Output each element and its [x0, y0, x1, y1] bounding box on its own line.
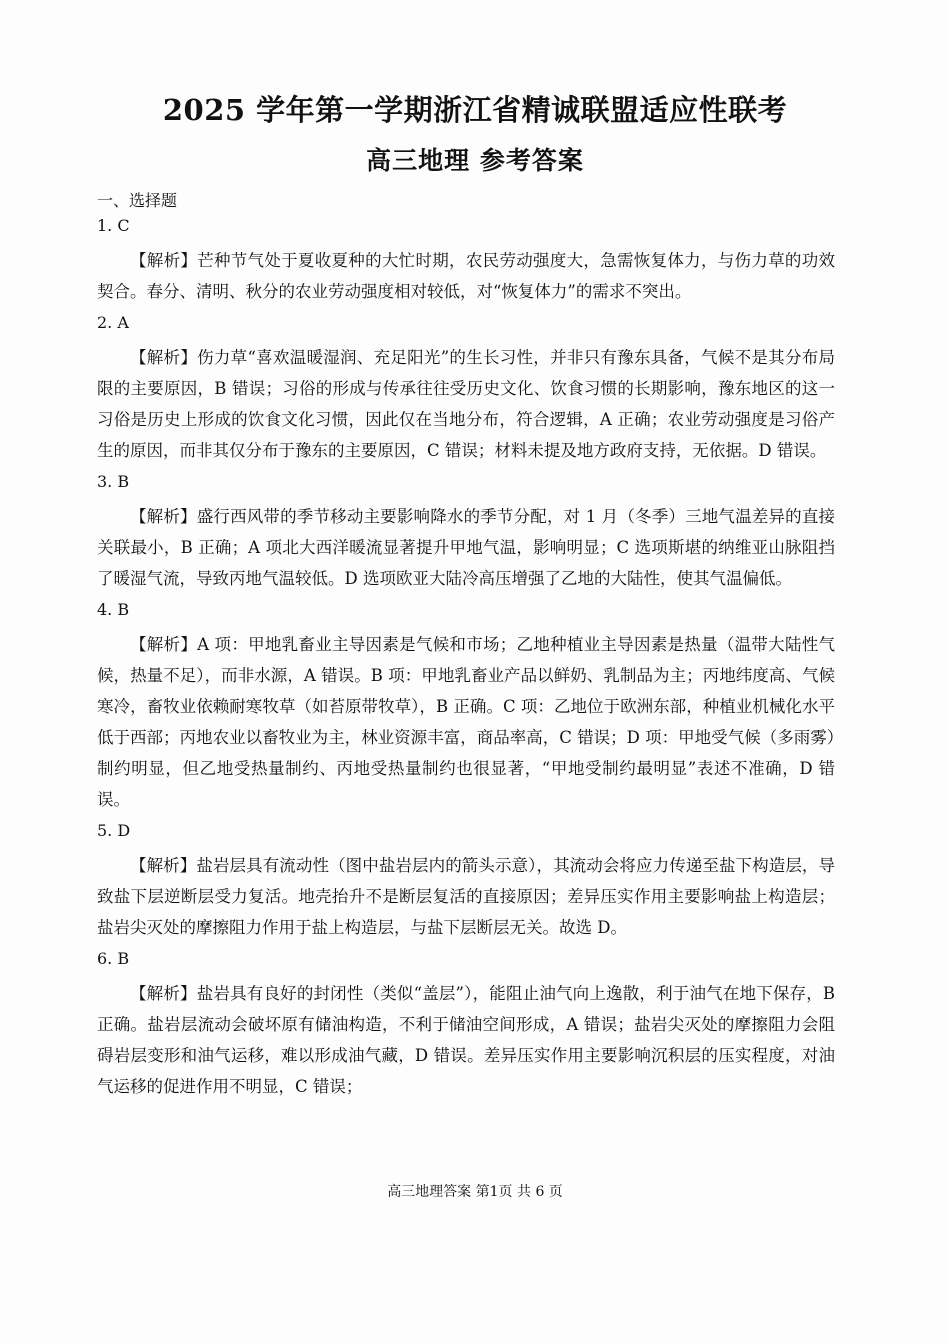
questions-list [97, 214, 835, 1106]
analysis-text: 盐岩层具有流动性（图中盐岩层内的箭头示意），其流动会将应力传递至盐下构造层，导致盐下层逆断层受力复活。地壳抬升不是断层复活的直接原因；差异压实作用主要影响盐上构造层；盐岩尖灭处的摩擦阻力作用于盐上构造层，与盐下层断层无关。故选 D。 [97, 856, 836, 937]
page-subtitle: 高三地理 参考答案 [366, 146, 584, 175]
question-analysis [97, 501, 835, 594]
question-answer: 4. B [97, 600, 130, 619]
question-answer: 6. B [97, 949, 130, 968]
question-analysis [97, 850, 835, 943]
question-item [97, 598, 835, 815]
analysis-tag: 【解析】 [130, 348, 198, 367]
analysis-text: A 项：甲地乳畜业主导因素是气候和市场；乙地种植业主导因素是热量（温带大陆性气候，热量不足），而非水源，A 错误。B 项：甲地乳畜业产品以鲜奶、乳制品为主；丙地纬度高、气候寒冷，畜牧业依赖耐寒牧草（如苔原带牧草），B 正确。C 项：乙地位于欧洲东部，种植业机械化水平低于西部；丙地农业以畜牧业为主，林业资源丰富，商品率高，C 错误；D 项：甲地受气候（多雨雾）制约明显，但乙地受热量制约、丙地受热量制约也很显著，“甲地受制约最明显”表述不准确，D 错误。 [97, 635, 835, 809]
question-answer: 3. B [97, 472, 130, 491]
page-title: 2025 学年第一学期浙江省精诚联盟适应性联考 [162, 93, 788, 127]
analysis-text: 芒种节气处于夏收夏种的大忙时期，农民劳动强度大，急需恢复体力，与伤力草的功效契合。春分、清明、秋分的农业劳动强度相对较低，对“恢复体力”的需求不突出。 [97, 251, 836, 301]
analysis-tag: 【解析】 [130, 251, 198, 270]
question-answer: 5. D [97, 821, 131, 840]
question-analysis [97, 342, 835, 466]
analysis-tag: 【解析】 [130, 856, 197, 875]
analysis-text: 盛行西风带的季节移动主要影响降水的季节分配，对 1 月（冬季）三地气温差异的直接关联最小，B 正确；A 项北大西洋暖流显著提升甲地气温，影响明显；C 选项斯堪的纳维亚山脉阻挡了暖湿气流，导致丙地气温较低。D 选项欧亚大陆冷高压增强了乙地的大陆性，使其气温偏低。 [97, 507, 835, 588]
question-item [97, 470, 835, 594]
question-item [97, 947, 835, 1102]
question-analysis [97, 978, 835, 1102]
section-heading: 一、选择题 [97, 191, 178, 210]
analysis-text: 盐岩具有良好的封闭性（类似“盖层”），能阻止油气向上逸散，利于油气在地下保存，B 正确。盐岩层流动会破坏原有储油构造，不利于储油空间形成，A 错误；盐岩尖灭处的摩擦阻力会阻碍岩层变形和油气运移，难以形成油气藏，D 错误。差异压实作用主要影响沉积层的压实程度，对油气运移的促进作用不明显，C 错误； [97, 984, 836, 1096]
analysis-text: 伤力草“喜欢温暖湿润、充足阳光”的生长习性，并非只有豫东具备，气候不是其分布局限的主要原因，B 错误；习俗的形成与传承往往受历史文化、饮食习惯的长期影响，豫东地区的这一习俗是历史上形成的饮食文化习惯，因此仅在当地分布，符合逻辑，A 正确；农业劳动强度是习俗产生的原因，而非其仅分布于豫东的主要原因，C 错误；材料未提及地方政府支持，无依据。D 错误。 [97, 348, 835, 460]
question-answer: 2. A [97, 313, 129, 332]
analysis-tag: 【解析】 [130, 635, 198, 654]
analysis-tag: 【解析】 [130, 507, 197, 526]
question-item [97, 214, 835, 307]
question-analysis [97, 629, 835, 815]
question-analysis [97, 245, 835, 307]
page-footer: 高三地理答案 第1页 共 6 页 [387, 1184, 563, 1200]
analysis-tag: 【解析】 [130, 984, 197, 1003]
question-item [97, 819, 835, 943]
question-item [97, 311, 835, 466]
question-answer: 1. C [97, 216, 130, 235]
